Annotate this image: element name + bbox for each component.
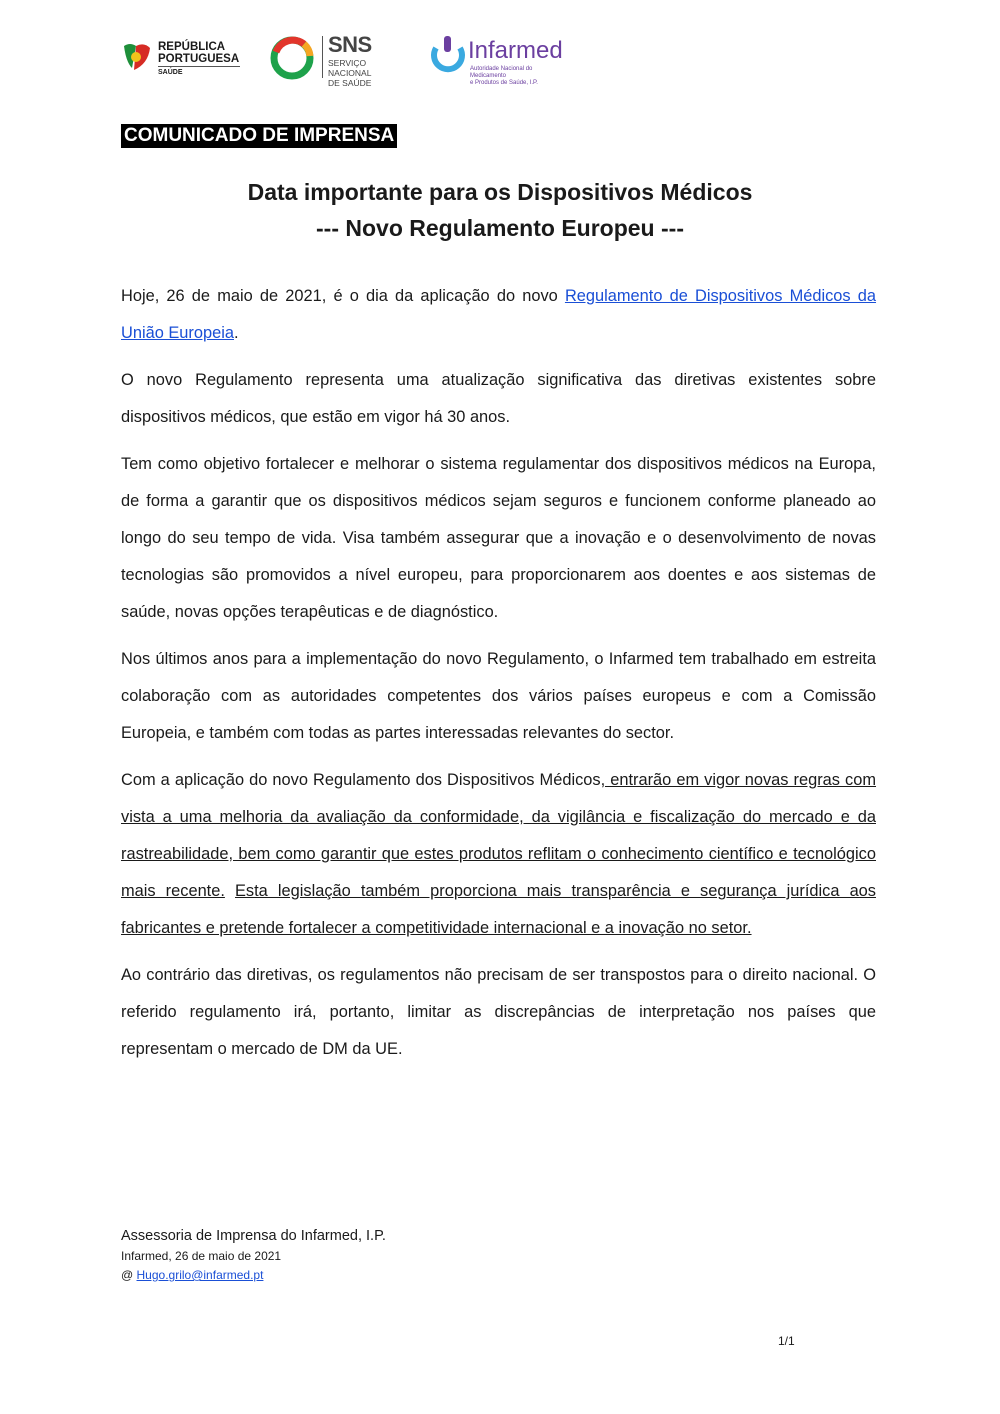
paragraph-4: Nos últimos anos para a implementação do novo Regulamento, o Infarmed tem trabalhado em estreita colaboração com as autoridades competentes dos vários países europeus e com a Comissão Europeia, e também com todas as partes interessadas relevantes do sector. (121, 650, 876, 742)
rp-line3: SAÚDE (158, 69, 183, 76)
sns-name: SNS (328, 32, 372, 57)
footer (121, 1225, 621, 1285)
p5-underlined-1: , entrarão em vigor novas regras com vista a uma melhoria da avaliação da conformidade, da vigilância e fiscalização do mercado e da rastreabilidade, bem como garantir que estes produtos reflitam o conhecimento científico e tecnológico mais recente. (121, 771, 877, 900)
regulation-link[interactable]: Regulamento de Dispositivos Médicos da União Europeia (121, 287, 877, 342)
infarmed-line2: e Produtos de Saúde, I.P. (470, 80, 538, 86)
sns-logo (270, 32, 405, 88)
footer-date: Infarmed, 26 de maio de 2021 (121, 1249, 282, 1263)
p5-space (225, 882, 235, 900)
sns-line1: SERVIÇO NACIONAL (328, 58, 372, 78)
infarmed-name: Infarmed (468, 37, 563, 64)
footer-contact (121, 1266, 621, 1285)
sns-emblem-icon (270, 36, 314, 80)
paragraph-6: Ao contrário das diretivas, os regulamentos não precisam de ser transpostos para o direito nacional. O referido regulamento irá, portanto, limitar as discrepâncias de interpretação nos países que representam o mercado de DM da UE. (121, 966, 876, 1058)
title-line1: Data importante para os Dispositivos Médicos (247, 179, 753, 205)
infarmed-emblem-icon (430, 36, 466, 76)
footer-email-link[interactable]: Hugo.grilo@infarmed.pt (136, 1268, 264, 1282)
republica-portuguesa-logo (120, 32, 245, 82)
rp-line1: REPÚBLICA (158, 41, 226, 53)
press-release-label: COMUNICADO DE IMPRENSA (121, 124, 397, 148)
document-body (121, 278, 876, 1078)
footer-at: @ (121, 1268, 137, 1282)
title-line2: --- Novo Regulamento Europeu --- (316, 215, 684, 241)
infarmed-logo (430, 32, 570, 84)
page-number: 1/1 (778, 1334, 795, 1348)
infarmed-line1: Autoridade Nacional do Medicamento (470, 66, 533, 79)
p5-text: Com a aplicação do novo Regulamento dos Dispositivos Médicos (121, 771, 601, 789)
paragraph-5 (121, 762, 876, 947)
document-title (0, 174, 1000, 246)
footer-press-office: Assessoria de Imprensa do Infarmed, I.P. (121, 1228, 386, 1244)
sns-line2: DE SAÚDE (328, 78, 372, 88)
paragraph-2: O novo Regulamento representa uma atualização significativa das diretivas existentes sobre dispositivos médicos, que estão em vigor há 30 anos. (121, 371, 876, 426)
paragraph-3: Tem como objetivo fortalecer e melhorar o sistema regulamentar dos dispositivos médicos na Europa, de forma a garantir que os dispositivos médicos sejam seguros e funcionem conforme planeado ao longo do seu tempo de vida. Visa também assegurar que a inovação e o desenvolvimento de novas tecnologias são promovidos a nível europeu, para proporcionarem aos doentes e aos sistemas de saúde, novas opções terapêuticas e de diagnóstico. (121, 455, 876, 621)
p1-end: . (234, 324, 239, 342)
rp-line2: PORTUGUESA (158, 53, 240, 65)
p5-underlined-2: Esta legislação também proporciona mais transparência e segurança jurídica aos fabricantes e pretende fortalecer a competitividade internacional e a inovação no setor. (121, 882, 876, 937)
p1-text: Hoje, 26 de maio de 2021, é o dia da aplicação do novo (121, 287, 565, 305)
republica-emblem-icon (120, 40, 154, 74)
header-logos (120, 32, 580, 92)
paragraph-1 (121, 278, 876, 352)
